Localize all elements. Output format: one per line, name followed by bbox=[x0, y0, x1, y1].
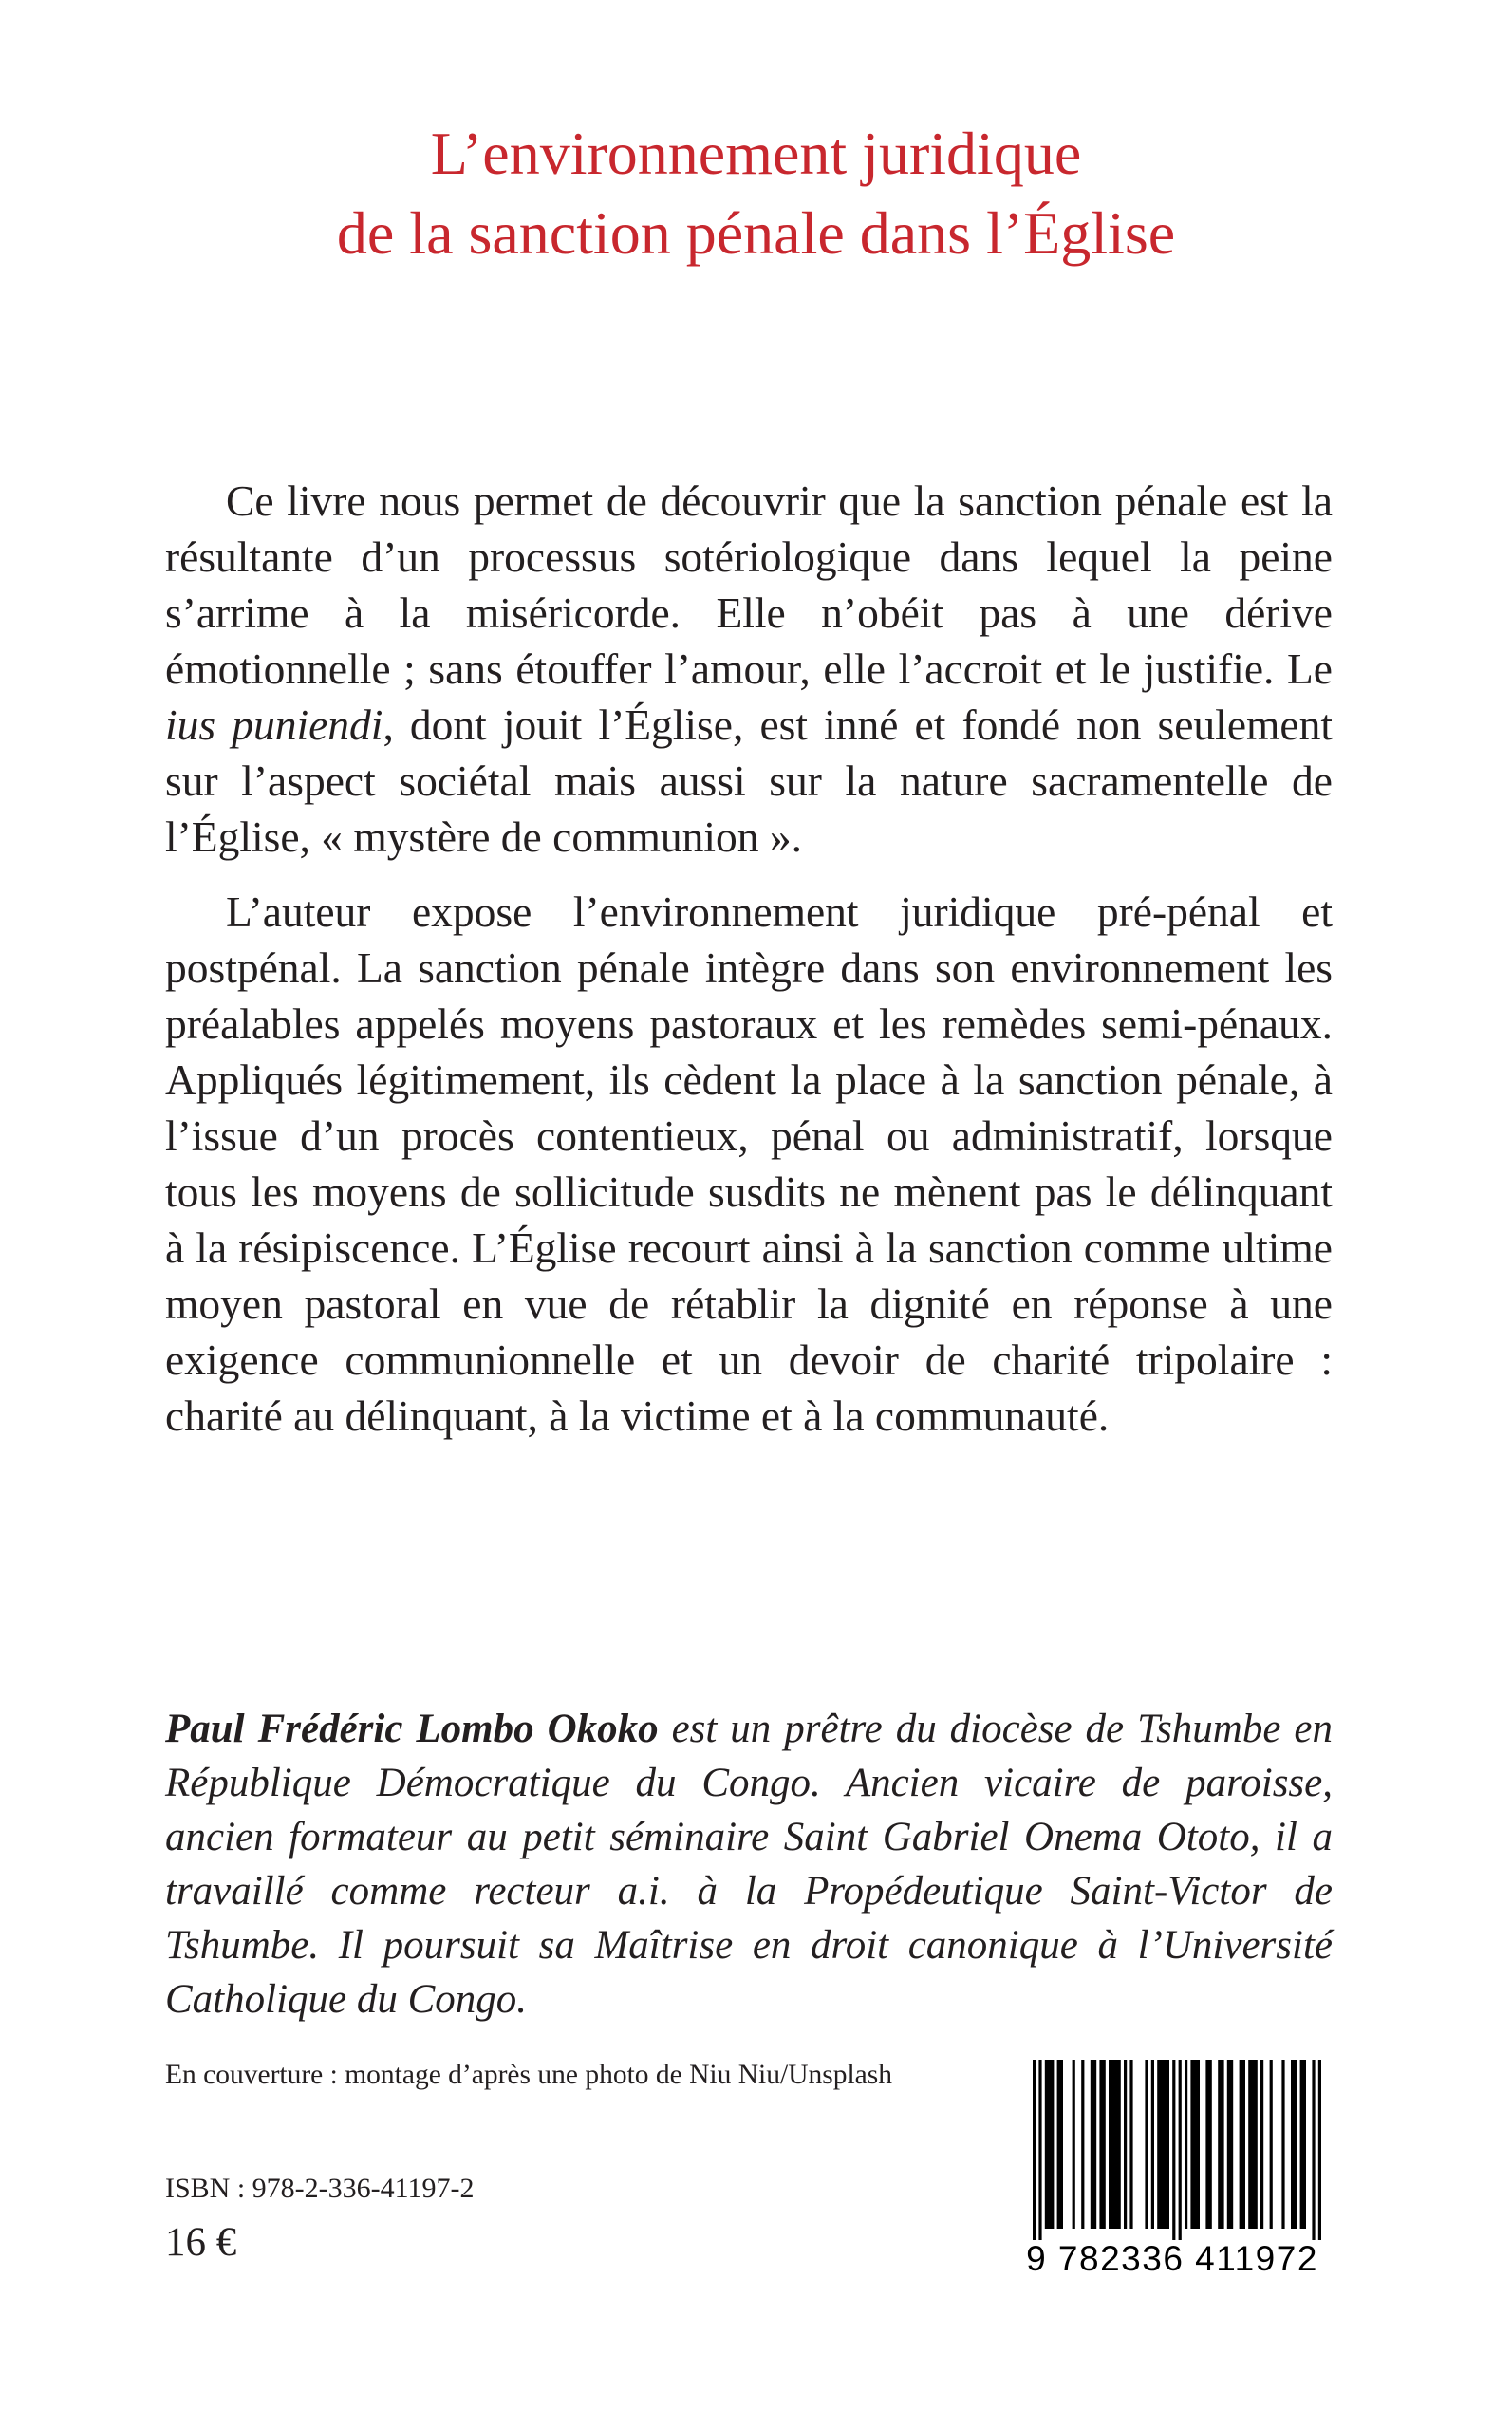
author-bio-text: est un prêtre du diocèse de Tshumbe en République Démocratique du Congo. Ancien vicaire de paroisse, ancien formateur au petit séminaire Saint Gabriel Onema Ototo, il a travaillé comme recteur a.i. à la Propédeutique Saint-Victor de Tshumbe. Il poursuit sa Maîtrise en droit canonique à l’Université Catholique du Congo. bbox=[165, 1707, 1333, 2022]
summary-p1-end: , dont jouit l’Église, est inné et fondé non seulement sur l’aspect sociétal mais aussi sur la nature sacramentelle de l’Église, « mystère de communion ». bbox=[165, 700, 1333, 861]
barcode-bar bbox=[1073, 2060, 1075, 2229]
barcode-bar bbox=[1205, 2060, 1211, 2229]
isbn: ISBN : 978-2-336-41197-2 bbox=[165, 2173, 475, 2204]
barcode-bar bbox=[1057, 2060, 1063, 2229]
barcode-bar bbox=[1240, 2060, 1245, 2229]
summary-paragraph-2: L’auteur expose l’environnement juridique pré-pénal et postpénal. La sanction pénale intègre dans son environnement les préalables appelés moyens pastoraux et les remèdes semi-pénaux. Appliqués légitimement, ils cèdent la place à la sanction pénale, à l’issue d’un procès contentieux, pénal ou administratif, lorsque tous les moyens de sollicitude susdits ne mènent pas le délinquant à la résipiscence. L’Église recourt ainsi à la sanction comme ultime moyen pastoral en vue de rétablir la dignité en réponse à une exigence communionnelle et un devoir de charité tripolaire : charité au délinquant, à la victime et à la communauté. bbox=[165, 887, 1333, 1440]
barcode-bar bbox=[1318, 2060, 1321, 2240]
author-bio bbox=[165, 1702, 1333, 2026]
barcode-bar bbox=[1179, 2060, 1182, 2240]
barcode-bar bbox=[1270, 2060, 1273, 2229]
barcode-bar bbox=[1218, 2060, 1223, 2229]
barcode-bar bbox=[1281, 2060, 1284, 2229]
barcode-bar bbox=[1129, 2060, 1132, 2229]
barcode-bar bbox=[1291, 2060, 1297, 2229]
summary-paragraph-1 bbox=[165, 473, 1333, 865]
barcode-bar bbox=[1124, 2060, 1127, 2229]
barcode bbox=[1016, 2060, 1329, 2292]
barcode-bar bbox=[1081, 2060, 1084, 2229]
barcode-bar bbox=[1190, 2060, 1200, 2229]
author-name: Paul Frédéric Lombo Okoko bbox=[165, 1707, 659, 1751]
barcode-bar bbox=[1033, 2060, 1036, 2240]
barcode-bar bbox=[1300, 2060, 1306, 2229]
barcode-bars bbox=[1016, 2060, 1329, 2240]
barcode-bar bbox=[1038, 2060, 1041, 2240]
book-title bbox=[0, 114, 1512, 273]
book-summary bbox=[165, 473, 1333, 1463]
barcode-bar bbox=[1145, 2060, 1148, 2229]
barcode-digits: 9 782336 411972 bbox=[1026, 2239, 1318, 2278]
barcode-bar bbox=[1045, 2060, 1055, 2229]
barcode-bar bbox=[1227, 2060, 1233, 2229]
cover-credit: En couverture : montage d’après une photo de Niu Niu/Unsplash bbox=[165, 2060, 892, 2090]
barcode-bar bbox=[1109, 2060, 1121, 2229]
barcode-bar bbox=[1248, 2060, 1258, 2229]
barcode-bar bbox=[1091, 2060, 1096, 2229]
barcode-bar bbox=[1312, 2060, 1315, 2240]
barcode-bar bbox=[1157, 2060, 1169, 2229]
barcode-bar bbox=[1185, 2060, 1187, 2229]
price: 16 € bbox=[165, 2220, 237, 2265]
summary-p1-start: Ce livre nous permet de découvrir que la sanction pénale est la résultante d’un processus sotériologique dans lequel la peine s’arrime à la miséricorde. Elle n’obéit pas à une dérive émotionnelle ; sans étouffer l’amour, elle l’accroit et le justifie. Le bbox=[165, 476, 1333, 693]
barcode-bar bbox=[1151, 2060, 1154, 2229]
barcode-bar bbox=[1099, 2060, 1105, 2229]
title-line-2: de la sanction pénale dans l’Église bbox=[336, 199, 1176, 267]
title-line-1: L’environnement juridique bbox=[430, 120, 1082, 187]
barcode-bar bbox=[1260, 2060, 1263, 2229]
barcode-bar bbox=[1172, 2060, 1175, 2240]
summary-p1-latin-term: ius puniendi bbox=[165, 700, 383, 749]
